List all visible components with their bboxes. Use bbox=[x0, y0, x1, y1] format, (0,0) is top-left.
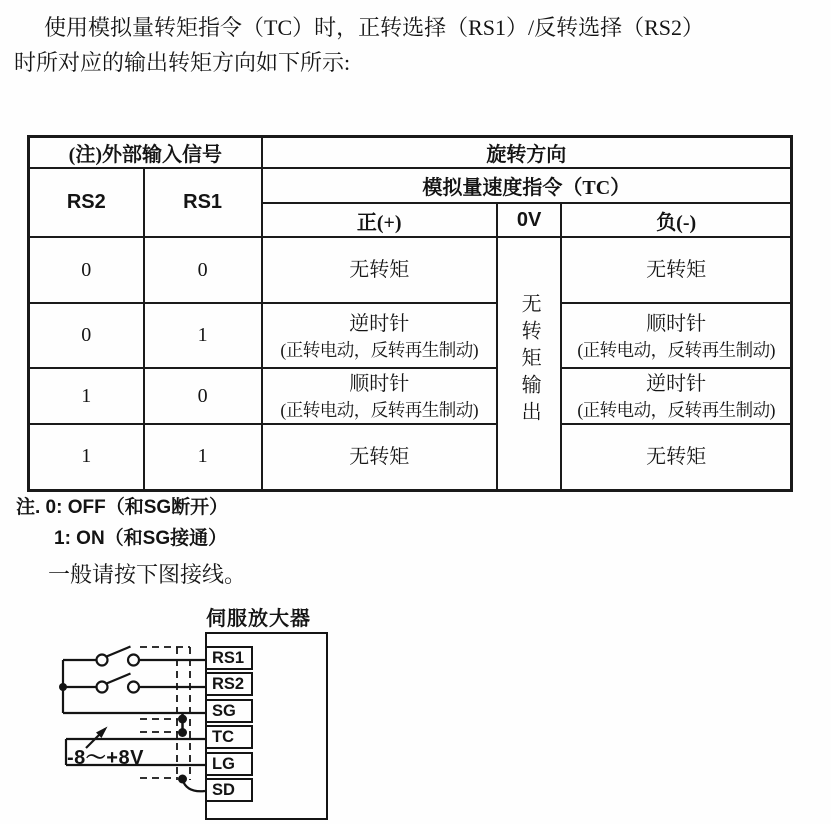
header-positive: 正(+) bbox=[262, 203, 497, 237]
shield-dot-lower bbox=[178, 728, 187, 737]
junction-dot bbox=[59, 683, 67, 691]
variable-arrow-head bbox=[96, 727, 108, 739]
footnote-off: 注. 0: OFF（和SG断开） bbox=[16, 497, 229, 518]
intro-paragraph bbox=[14, 10, 826, 80]
torque-main: 逆时针 bbox=[646, 373, 707, 395]
cell-rs2: 1 bbox=[29, 424, 144, 490]
cell-rs1: 0 bbox=[144, 368, 262, 424]
cell-rs1: 0 bbox=[144, 237, 262, 303]
switch1-lever bbox=[107, 647, 131, 657]
wiring-lines bbox=[59, 647, 205, 792]
servo-amplifier-title: 伺服放大器 bbox=[206, 608, 311, 630]
switch2-contact-right bbox=[128, 682, 139, 693]
torque-sub: (正转电动，反转再生制动) bbox=[577, 400, 775, 420]
cell-rs2: 0 bbox=[29, 237, 144, 303]
intro-line-1: 使用模拟量转矩指令（TC）时，正转选择（RS1）/反转选择（RS2） bbox=[44, 15, 705, 40]
torque-sub: (正转电动，反转再生制动) bbox=[280, 339, 479, 360]
torque-sub: (正转电动，反转再生制动) bbox=[280, 400, 479, 420]
header-rs1: RS1 bbox=[144, 168, 262, 237]
cell-zero-v-span bbox=[497, 237, 562, 490]
cell-positive bbox=[262, 424, 497, 490]
header-analog-speed-cmd: 模拟量速度指令（TC） bbox=[262, 168, 792, 203]
table-header-row-1 bbox=[29, 137, 792, 169]
switch1-contact-right bbox=[128, 655, 139, 666]
shield-dot-upper bbox=[178, 715, 187, 724]
torque-main: 顺时针 bbox=[646, 312, 707, 335]
table-header-row-2 bbox=[29, 168, 792, 203]
cell-negative bbox=[561, 424, 791, 490]
cell-negative bbox=[561, 368, 791, 424]
table-row bbox=[29, 303, 792, 368]
signal-table bbox=[27, 135, 793, 492]
terminal-sd: SD bbox=[205, 778, 253, 802]
torque-main: 无转矩 bbox=[646, 259, 707, 281]
torque-main: 逆时针 bbox=[349, 312, 410, 335]
cell-rs2: 1 bbox=[29, 368, 144, 424]
torque-main: 无转矩 bbox=[349, 445, 410, 468]
cell-negative bbox=[561, 303, 791, 368]
switch2-contact-left bbox=[97, 682, 108, 693]
footnote-on: 1: ON（和SG接通） bbox=[54, 528, 228, 549]
cell-positive bbox=[262, 237, 497, 303]
cell-negative bbox=[561, 237, 791, 303]
table-row bbox=[29, 424, 792, 490]
switch1-contact-left bbox=[97, 655, 108, 666]
torque-sub: (正转电动，反转再生制动) bbox=[577, 339, 775, 360]
shield-dashed-lines bbox=[140, 647, 190, 780]
torque-main: 顺时针 bbox=[349, 373, 410, 395]
voltage-range-label: -8～+8V bbox=[67, 747, 144, 769]
no-torque-output-vertical: 无转矩输出 bbox=[518, 292, 541, 428]
switch2-lever bbox=[107, 674, 131, 684]
cell-rs2: 0 bbox=[29, 303, 144, 368]
cell-positive bbox=[262, 368, 497, 424]
torque-main: 无转矩 bbox=[349, 259, 410, 281]
intro-line-2: 时所对应的输出转矩方向如下所示: bbox=[14, 50, 351, 75]
table-row bbox=[29, 368, 792, 424]
servo-amplifier-box bbox=[205, 632, 328, 820]
header-rotation-direction: 旋转方向 bbox=[262, 137, 792, 169]
lead-in-sentence: 一般请按下图接线。 bbox=[48, 562, 247, 587]
torque-main: 无转矩 bbox=[646, 445, 707, 468]
cell-rs1: 1 bbox=[144, 424, 262, 490]
terminal-sg: SG bbox=[205, 699, 253, 723]
shield-curve-to-sd bbox=[183, 780, 206, 791]
cell-positive bbox=[262, 303, 497, 368]
shield-dot-sd bbox=[178, 775, 187, 784]
terminal-rs1: RS1 bbox=[205, 646, 253, 670]
terminal-rs2: RS2 bbox=[205, 672, 253, 696]
variable-arrow-shaft bbox=[86, 729, 105, 748]
table-footnotes bbox=[16, 497, 228, 550]
header-zero-v: 0V bbox=[497, 203, 562, 237]
header-negative: 负(-) bbox=[561, 203, 791, 237]
cell-rs1: 1 bbox=[144, 303, 262, 368]
header-input-signal: (注)外部输入信号 bbox=[29, 137, 262, 169]
header-rs2: RS2 bbox=[29, 168, 144, 237]
terminal-lg: LG bbox=[205, 752, 253, 776]
terminal-tc: TC bbox=[205, 725, 253, 749]
table-row bbox=[29, 237, 792, 303]
